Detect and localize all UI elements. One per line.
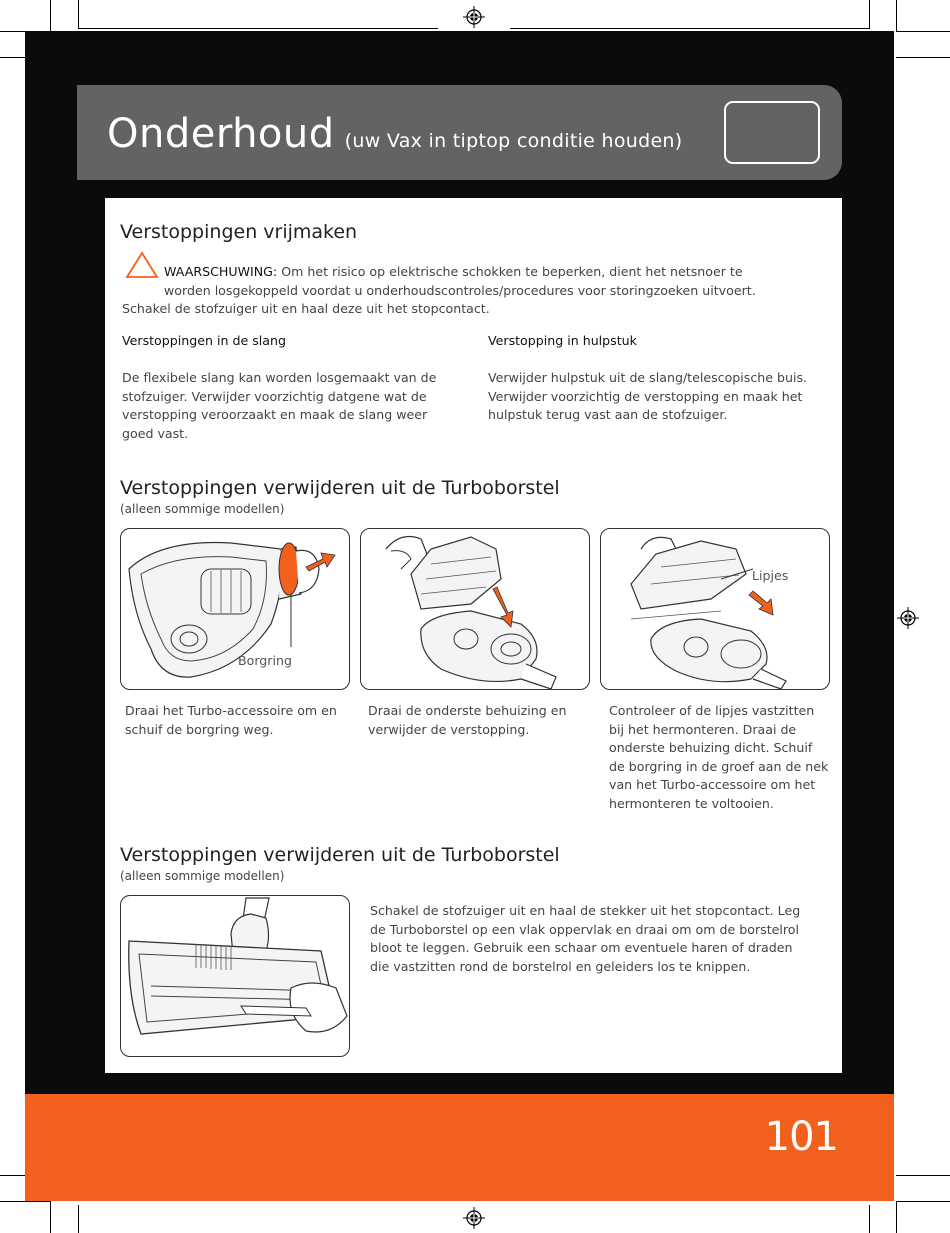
crop-mark [0,1175,25,1176]
crop-mark [896,1201,897,1233]
header-tab-box [724,101,820,164]
crop-mark [896,1175,950,1176]
section3-text: Schakel de stofzuiger uit en haal de stekker uit het stopcontact. Leg de Turboborstel op een vlak oppervlak en draai om om de borstelrol bloot te leggen. Gebruik een schaar om eventuele haren of draden die vastzitten rond de borstelrol en geleiders los te knippen. [370,903,801,974]
crop-mark [50,0,51,31]
crop-mark [896,57,950,58]
column-text-hulpstuk: Verwijder hulpstuk uit de slang/telescopische buis. Verwijder voorzichtig de verstopping en maak het hulpstuk terug vast aan de stofzuiger. [488,370,808,422]
section-title-turboborstel-1: Verstoppingen verwijderen uit de Turboborstel [120,477,560,499]
crop-mark [869,0,870,28]
illustration-turbo-lipjes [600,528,830,690]
callout-lipjes: Lipjes [752,568,789,583]
crop-mark [78,0,79,28]
warning-label: WAARSCHUWING: [164,264,278,279]
turbo-brush-ring-drawing [121,529,349,689]
turbo-brush-lipjes-drawing [601,529,829,689]
warning-text-1: Om het risico op elektrische schokken te beperken, dient het netsnoer te [281,264,743,279]
crop-mark [50,1201,51,1233]
registration-mark-icon [897,607,919,629]
section-title-turboborstel-2: Verstoppingen verwijderen uit de Turboborstel [120,844,560,866]
warning-line-3: Schakel de stofzuiger uit en haal deze uit het stopcontact. [122,301,490,316]
page-title-main: Onderhoud [107,111,335,157]
column-heading-hulpstuk: Verstopping in hulpstuk [488,333,637,348]
crop-mark [896,1201,950,1202]
crop-mark [896,0,897,31]
crop-mark [510,28,870,29]
illustration-turbo-scissors [120,895,350,1057]
warning-line-1 [164,264,743,279]
content-panel [105,198,842,1073]
crop-mark [0,1201,50,1202]
crop-mark [896,31,950,32]
warning-line-2: worden losgekoppeld voordat u onderhoudscontroles/procedures voor storingzoeken uitvoert. [164,283,756,298]
turbo-brush-housing-drawing [361,529,589,689]
registration-mark-icon [463,6,485,28]
column-text-slang: De flexibele slang kan worden losgemaakt van de stofzuiger. Verwijder voorzichtig datgene wat de verstopping veroorzaakt en maak de slang weer goed vast. [122,370,437,441]
crop-mark [78,28,438,29]
step-text-3: Controleer of de lipjes vastzitten bij het hermonteren. Draai de onderste behuizing dicht. Schuif de borgring in de groef aan de nek van het Turbo-accessoire om het hermonteren te voltooien. [609,703,829,811]
section-note-1: (alleen sommige modellen) [120,502,285,516]
illustration-turbo-housing [360,528,590,690]
crop-mark [869,1205,870,1233]
crop-mark [78,1205,79,1233]
callout-borgring: Borgring [238,653,292,668]
registration-mark-icon [463,1207,485,1229]
page-header [77,85,842,180]
page-title [107,111,683,157]
warning-triangle-icon [125,251,159,279]
illustration-turbo-ring [120,528,350,690]
section-note-2: (alleen sommige modellen) [120,869,285,883]
step-text-2: Draai de onderste behuizing en verwijder de verstopping. [368,703,567,737]
page-footer [25,1094,894,1201]
page-number: 101 [764,1114,838,1160]
turbo-brush-scissors-drawing [121,896,349,1056]
section-title-verstoppingen: Verstoppingen vrijmaken [120,221,358,243]
step-text-1: Draai het Turbo-accessoire om en schuif de borgring weg. [125,703,337,737]
column-heading-slang: Verstoppingen in de slang [122,333,286,348]
page-title-subtitle: (uw Vax in tiptop conditie houden) [344,130,683,152]
